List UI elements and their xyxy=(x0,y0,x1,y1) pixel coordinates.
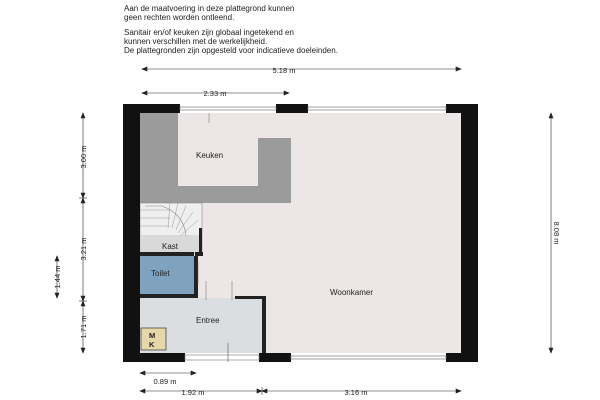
dim-label-total-width: 5.18 m xyxy=(272,66,296,75)
room-label-kast: Kast xyxy=(162,242,179,251)
disclaimer-line: Aan de maatvoering in deze plattegrond kunnen xyxy=(124,4,295,13)
room-label-entree: Entree xyxy=(196,316,220,325)
dim-label-left-middle: 3.21 m xyxy=(79,237,88,261)
dim-label-left-top: 3.00 m xyxy=(79,145,88,169)
meter-label-m: M xyxy=(149,331,156,340)
room-label-woonkamer: Woonkamer xyxy=(330,288,373,297)
disclaimer-line: kunnen verschillen met de werkelijkheid. xyxy=(124,37,268,46)
dim-label-bottom-left: 1.92 m xyxy=(181,388,205,397)
room-label-toilet: Toilet xyxy=(151,269,170,278)
disclaimer-line: De plattegronden zijn opgesteld voor indicatieve doeleinden. xyxy=(124,46,338,55)
dim-label-top-width: 2.33 m xyxy=(203,89,227,98)
disclaimer-line: geen rechten worden ontleend. xyxy=(124,13,235,22)
dim-label-bottom-small: 0.89 m xyxy=(153,377,177,386)
room-label-keuken: Keuken xyxy=(196,151,224,160)
dim-label-left-bottom: 1.71 m xyxy=(79,315,88,339)
dim-label-bottom-right: 3.16 m xyxy=(344,388,368,397)
meter-label-k: K xyxy=(149,340,155,349)
disclaimer-line: Sanitair en/of keuken zijn globaal ingetekend en xyxy=(124,28,294,37)
dim-label-left-outer: 1.44 m xyxy=(53,265,62,289)
dim-label-right-total: 8.08 m xyxy=(552,221,561,245)
